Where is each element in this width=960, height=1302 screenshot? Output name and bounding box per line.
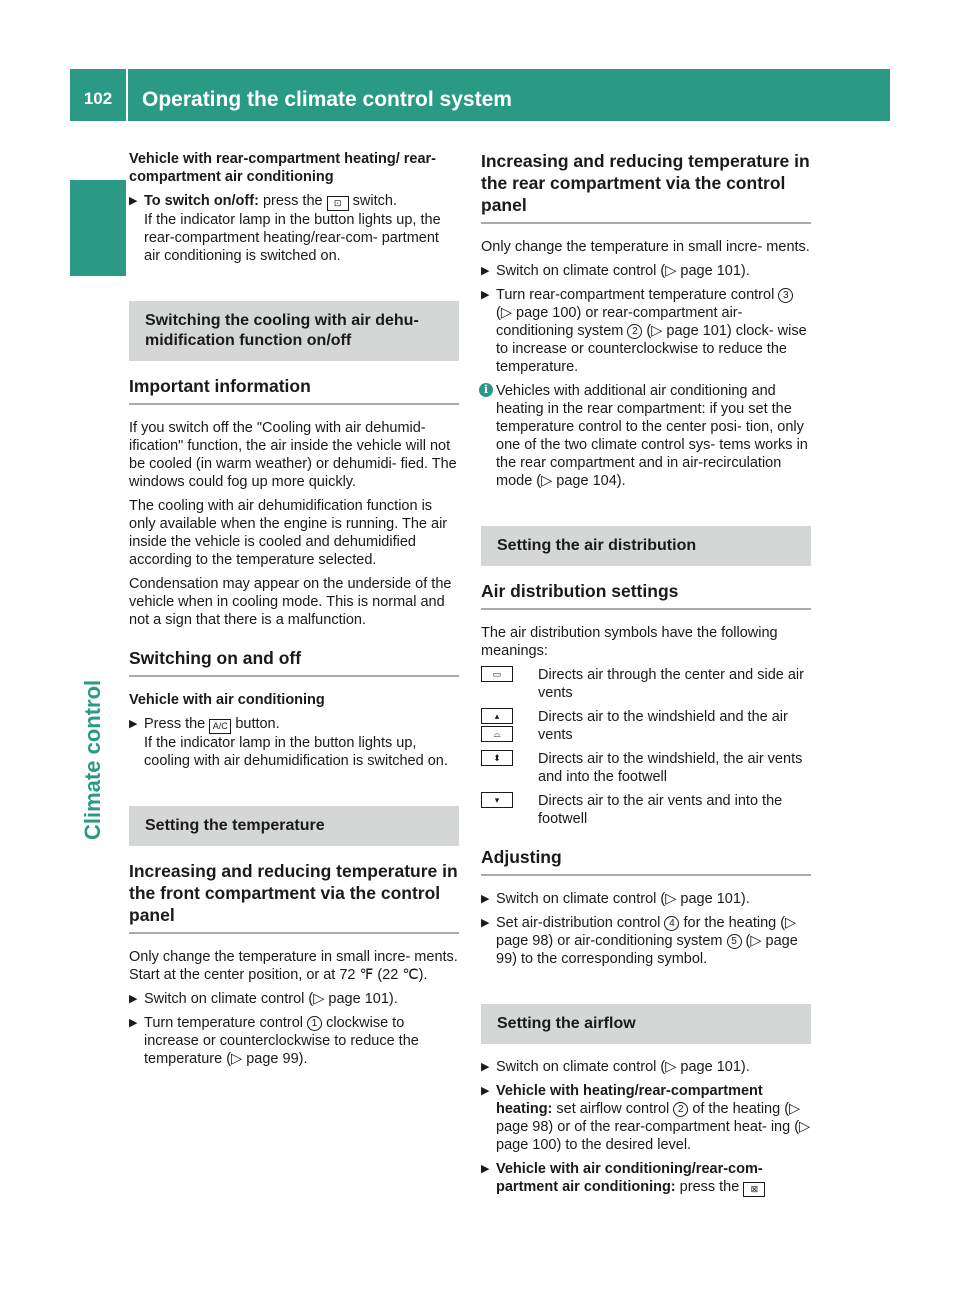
heading-rear-temperature: Increasing and reducing temperature in the rear compartment via the control panel (481, 150, 811, 224)
heading-air-distribution-settings: Air distribution settings (481, 580, 811, 610)
step-arrow-icon: ▶ (481, 265, 490, 277)
step-text: Turn temperature control (144, 1015, 304, 1031)
arrow-up-down-icon: ⬍ (481, 750, 513, 766)
callout-number-icon: 2 (673, 1102, 688, 1117)
step-arrow-icon: ▶ (129, 718, 138, 730)
rear-ac-button-icon: ⊠ (743, 1182, 765, 1197)
ac-button-icon: A/C (209, 719, 231, 734)
page-header (70, 69, 890, 121)
paragraph: If you switch off the "Cooling with air dehumid- ification" function, the air inside the vehicle will not be cooled (in warm weather) or dehumidi- fied. The windows could fog up more quickly. (129, 420, 457, 490)
rear-switch-icon: ⊡ (327, 196, 349, 211)
step-arrow-icon: ▶ (481, 289, 490, 301)
windshield-icon: ⌓ (481, 726, 513, 742)
rear-heating-step (129, 192, 459, 265)
airflow-step-2 (481, 1082, 811, 1154)
airflow-step-3 (481, 1160, 811, 1197)
callout-number-icon: 2 (627, 324, 642, 339)
paragraph: Condensation may appear on the underside of the vehicle when in cooling mode. This is normal and not a sign that there is a malfunction. (129, 576, 452, 628)
header-divider (126, 69, 128, 121)
front-step-1 (129, 990, 459, 1008)
callout-number-icon: 1 (307, 1016, 322, 1031)
sidebar (70, 180, 126, 1180)
step-text: Switch on climate control (▷ page 101). (496, 1059, 750, 1075)
step-text: of the heating (▷ page 98) or of the rear-compartment heat- ing (▷ page 100) to the desired level. (496, 1101, 811, 1153)
symbol-row (481, 666, 811, 702)
step-arrow-icon: ▶ (129, 1017, 138, 1029)
step-text: (▷ page 100) or rear-compartment air- conditioning system (496, 305, 743, 339)
symbol-row (481, 792, 811, 828)
heading-important-information: Important information (129, 375, 459, 405)
step-text: Press the (144, 716, 206, 732)
sidebar-label: Climate control (80, 679, 105, 840)
section-bar-airflow: Setting the airflow (481, 1004, 811, 1044)
step-text: switch. (352, 193, 397, 209)
step-arrow-icon: ▶ (129, 195, 138, 207)
step-arrow-icon: ▶ (481, 1085, 490, 1097)
step-text: set airflow control (556, 1101, 670, 1117)
airflow-step-1 (481, 1058, 811, 1076)
callout-number-icon: 5 (727, 934, 742, 949)
section-bar-cooling: Switching the cooling with air dehu- midification function on/off (129, 301, 459, 361)
step-text: button. (235, 716, 280, 732)
info-note (481, 382, 811, 490)
step-arrow-icon: ▶ (481, 1163, 490, 1175)
rear-temp-step-2 (481, 286, 811, 376)
symbol-description: Directs air to the windshield, the air vents and into the footwell (538, 751, 803, 785)
heading-front-temperature: Increasing and reducing temperature in the front compartment via the control panel (129, 860, 459, 934)
symbol-row (481, 750, 811, 786)
step-text: Set air-distribution control (496, 915, 661, 931)
ac-step (129, 715, 459, 770)
paragraph: Only change the temperature in small incre- ments. (481, 239, 810, 255)
center-side-vents-icon: ▭ (481, 666, 513, 682)
step-label: To switch on/off: (144, 193, 259, 209)
symbol-description: Directs air through the center and side air vents (538, 667, 804, 701)
sidebar-tab (70, 180, 126, 276)
section-bar-air-distribution: Setting the air distribution (481, 526, 811, 566)
left-column (129, 150, 459, 1074)
right-column (481, 150, 811, 1203)
step-text: Switch on climate control (▷ page 101). (144, 991, 398, 1007)
step-text: Turn rear-compartment temperature control (496, 287, 775, 303)
symbol-description: Directs air to the air vents and into the footwell (538, 793, 783, 827)
paragraph: The cooling with air dehumidification function is only available when the engine is running. The air inside the vehicle is cooled and dehumidified according to the temperature selected. (129, 498, 448, 568)
info-text: Vehicles with additional air conditioning and heating in the rear compartment: if you set the temperature control to the center posi- tion, only one of the two climate control sys- tems works in the rear compartment and in air-recirculation mode (▷ page 104). (496, 383, 808, 489)
step-text: (▷ page 101) clock- wise to increase or counterclockwise to reduce the temperature. (496, 323, 807, 375)
page-number: 102 (83, 89, 113, 108)
step-arrow-icon: ▶ (481, 1061, 490, 1073)
step-text: Switch on climate control (▷ page 101). (496, 263, 750, 279)
callout-number-icon: 3 (778, 288, 793, 303)
step-arrow-icon: ▶ (481, 893, 490, 905)
step-text: Switch on climate control (▷ page 101). (496, 891, 750, 907)
step-result-text: If the indicator lamp in the button lights up, cooling with air dehumidification is switched on. (144, 735, 448, 769)
callout-number-icon: 4 (664, 916, 679, 931)
step-text: for the heating (▷ page 98) or air-conditioning system (496, 915, 797, 949)
rear-temp-step-1 (481, 262, 811, 280)
step-result-text: If the indicator lamp in the button lights up, the rear-compartment heating/rear-com- partment air conditioning is switched on. (144, 212, 441, 264)
heading-switching: Switching on and off (129, 647, 459, 677)
adjust-step-1 (481, 890, 811, 908)
adjust-step-2 (481, 914, 811, 968)
rear-heating-heading: Vehicle with rear-compartment heating/ rear-compartment air conditioning (129, 151, 437, 185)
step-arrow-icon: ▶ (129, 993, 138, 1005)
paragraph: The air distribution symbols have the following meanings: (481, 625, 778, 659)
paragraph: Only change the temperature in small incre- ments. Start at the center position, or at 72 ℉ (22 ℃). (129, 949, 458, 983)
step-text: clockwise to increase or counterclockwise to reduce the temperature (▷ page 99). (144, 1015, 419, 1067)
section-bar-temperature: Setting the temperature (129, 806, 459, 846)
arrow-up-icon: ▴ (481, 708, 513, 724)
step-label: Vehicle with air conditioning/rear-com- partment air conditioning: (496, 1161, 763, 1195)
step-text: press the (262, 193, 323, 209)
step-arrow-icon: ▶ (481, 917, 490, 929)
step-text: (▷ page 99) to the corresponding symbol. (496, 933, 798, 967)
arrow-down-icon: ▾ (481, 792, 513, 808)
heading-adjusting: Adjusting (481, 846, 811, 876)
front-step-2 (129, 1014, 459, 1068)
symbol-description: Directs air to the windshield and the air vents (538, 709, 788, 743)
page-title: Operating the climate control system (142, 88, 512, 111)
info-icon: i (479, 383, 493, 397)
step-label: Vehicle with heating/rear-compartment heating: (496, 1083, 763, 1117)
ac-heading: Vehicle with air conditioning (129, 692, 325, 708)
symbol-row (481, 708, 811, 744)
step-text: press the (679, 1179, 740, 1195)
